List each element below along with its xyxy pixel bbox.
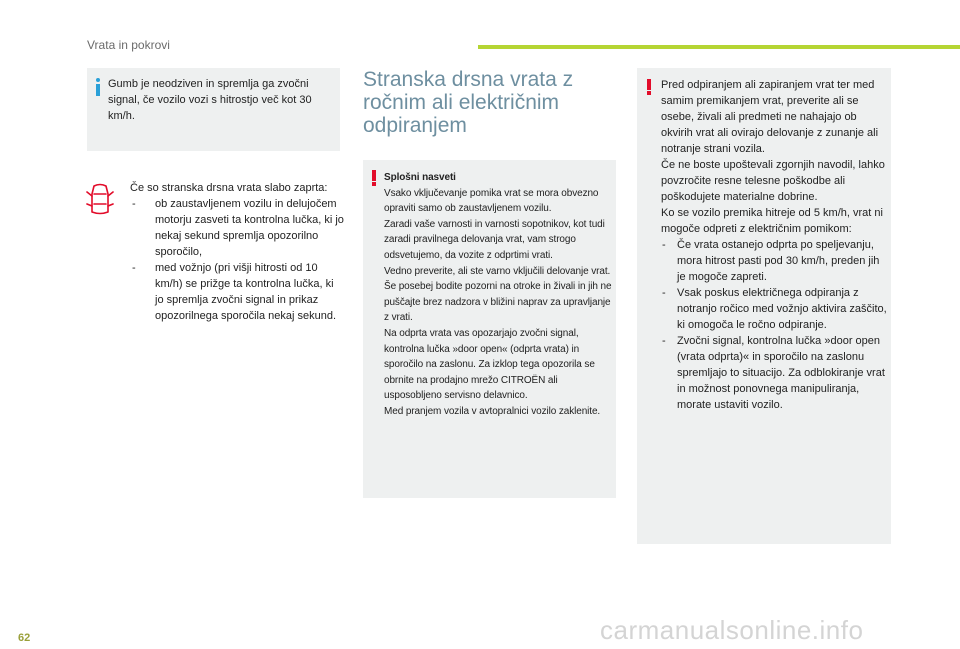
list-item: - Če vrata ostanejo odprta po speljevanju, mora hitrost pasti pod 30 km/h, preden jih je mogoče zapreti.: [661, 237, 889, 285]
header-title: Vrata in pokrovi: [87, 38, 170, 52]
warning-icon: [647, 79, 651, 95]
list-item: - Vsak poskus električnega odpiranja z notranjo ročico med vožnjo aktivira zaščito, ki omogoča le ročno odpiranje.: [661, 285, 889, 333]
watermark: carmanualsonline.info: [600, 615, 864, 645]
info-text: Gumb je neodziven in spremlja ga zvočni signal, če vozilo vozi s hitrostjo več kot 30 km/h.: [108, 78, 312, 122]
door-warning-text: [130, 180, 345, 324]
page-number: 62: [18, 632, 31, 644]
warning-icon: [372, 170, 376, 186]
header-accent-bar: [478, 45, 960, 49]
general-advice-text: [384, 170, 612, 420]
section-title: Stranska drsna vrata z ročnim ali električnim odpiranjem: [363, 68, 574, 137]
right-warning-intro: Pred odpiranjem ali zapiranjem vrat ter med samim premikanjem vrat, preverite ali se osebe, živali ali predmeti ne nahajajo ob okvirih vrat ali ovirajo delovanje z zunanje ali notranje strani vozila. Če ne boste upoštevali zgornjih navodil, lahko povzročite resne telesne poškodbe ali poškodujete materialne dobrine. Ko se vozilo premika hitreje od 5 km/h, vrat ni mogoče odpreti z električnim pomikom:: [661, 79, 885, 235]
right-warning-text: [661, 77, 889, 413]
car-door-open-icon: [86, 182, 114, 218]
list-item: - med vožnjo (pri višji hitrosti od 10 km/h) se prižge ta kontrolna lučka, ki jo spremlja zvočni signal in prikaz opozorilnega sporočila nekaj sekund.: [130, 260, 345, 324]
list-item: - Zvočni signal, kontrolna lučka »door open (vrata odprta)« in sporočilo na zaslonu spremljajo to situacijo. Za odblokiranje vrat in možnost ponovnega manipuliranja, morate ustaviti vozilo.: [661, 333, 889, 413]
general-advice-body: Vsako vključevanje pomika vrat se mora obvezno opraviti samo ob zaustavljenem vozilu. Zaradi vaše varnosti in varnosti sopotnikov, kot tudi zaradi pravilnega delovanja vrat, vam strogo odsvetujemo, da vozite z odprtimi vrati. Vedno preverite, ali ste varno vključili delovanje vrat. Še posebej bodite pozorni na otroke in živali in jih ne puščajte brez nadzora v bližini naprav za upravljanje z vrati. Na odprta vrata vas opozarjajo zvočni signal, kontrolna lučka »door open« (odprta vrata) in sporočilo na zaslonu. Za izklop tega opozorila se obrnite na prodajno mrežo CITROËN ali usposobljeno servisno delavnico. Med pranjem vozila v avtopralnici vozilo zaklenite.: [384, 187, 612, 417]
general-advice-heading: Splošni nasveti: [384, 172, 456, 183]
door-warning-intro: Če so stranska drsna vrata slabo zaprta:: [130, 182, 328, 194]
info-icon: [96, 78, 102, 96]
right-warning-list: [661, 237, 889, 413]
door-warning-list: [130, 196, 345, 324]
list-item: - ob zaustavljenem vozilu in delujočem motorju zasveti ta kontrolna lučka, ki jo nekaj sekund spremlja opozorilno sporočilo,: [130, 196, 345, 260]
